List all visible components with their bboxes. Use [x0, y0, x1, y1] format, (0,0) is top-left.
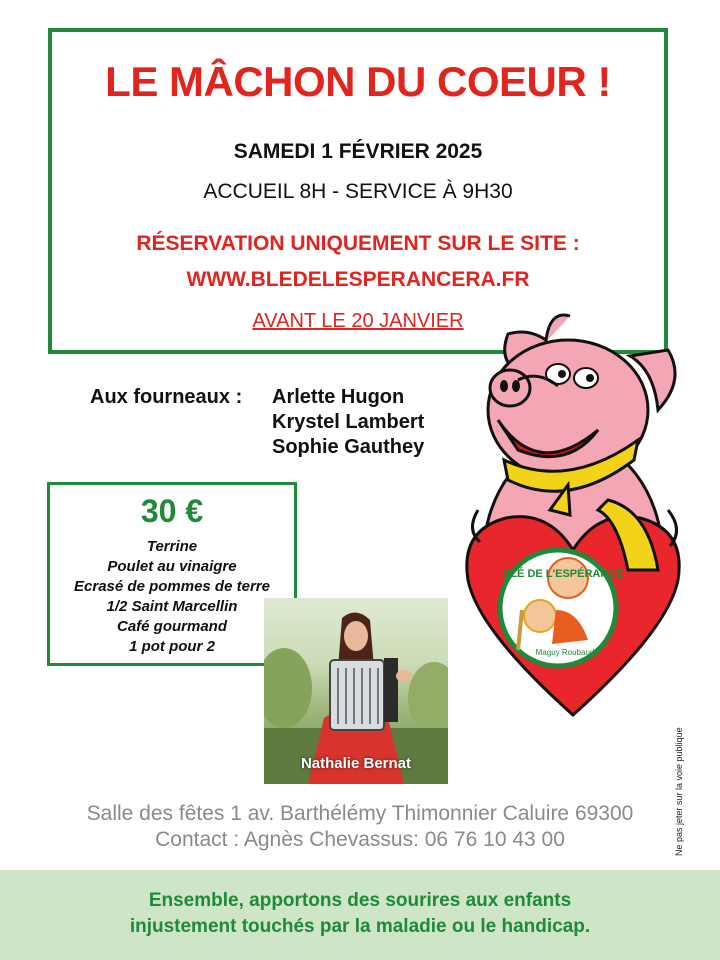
menu-box [47, 482, 297, 666]
footer-line: Ensemble, apportons des sourires aux enfants [148, 890, 572, 911]
chef-name: Arlette Hugon [272, 386, 405, 408]
event-header-box [48, 28, 668, 354]
menu-price: 30 € [140, 493, 204, 529]
association-logo-subtitle: Maguy Roubaud [535, 648, 595, 657]
performer-photo [264, 598, 448, 784]
menu-item: 1/2 Saint Marcellin [106, 598, 238, 615]
venue-contact: Contact : Agnès Chevassus: 06 76 10 43 00 [155, 828, 565, 851]
event-title: LE MÂCHON DU COEUR ! [105, 58, 611, 105]
performer-name: Nathalie Bernat [300, 755, 412, 772]
chef-name: Krystel Lambert [272, 411, 425, 433]
reservation-notice: RÉSERVATION UNIQUEMENT SUR LE SITE : [136, 232, 580, 255]
venue-address: Salle des fêtes 1 av. Barthélémy Thimonnier Caluire 69300 [86, 802, 634, 825]
footer-banner [0, 870, 720, 960]
disposal-notice: Ne pas jeter sur la voie publique [674, 727, 684, 856]
event-date: SAMEDI 1 FÉVRIER 2025 [233, 140, 483, 163]
menu-list [50, 537, 294, 657]
menu-item: Poulet au vinaigre [107, 558, 237, 575]
association-logo-name: BLÉ DE L'ESPÉRANCE [502, 568, 624, 580]
menu-item: Café gourmand [116, 618, 227, 635]
deadline-text: AVANT LE 20 JANVIER [252, 310, 464, 332]
event-schedule: ACCUEIL 8H - SERVICE À 9H30 [203, 180, 513, 203]
menu-item: Terrine [146, 538, 198, 555]
chef-name: Sophie Gauthey [272, 436, 425, 458]
menu-item: 1 pot pour 2 [129, 638, 215, 655]
menu-item: Ecrasé de pommes de terre [74, 578, 270, 595]
reservation-website-link[interactable]: WWW.BLEDELESPERANCERA.FR [186, 268, 530, 291]
chefs-label: Aux fourneaux : [90, 386, 243, 408]
footer-line: injustement touchés par la maladie ou le handicap. [129, 916, 591, 937]
